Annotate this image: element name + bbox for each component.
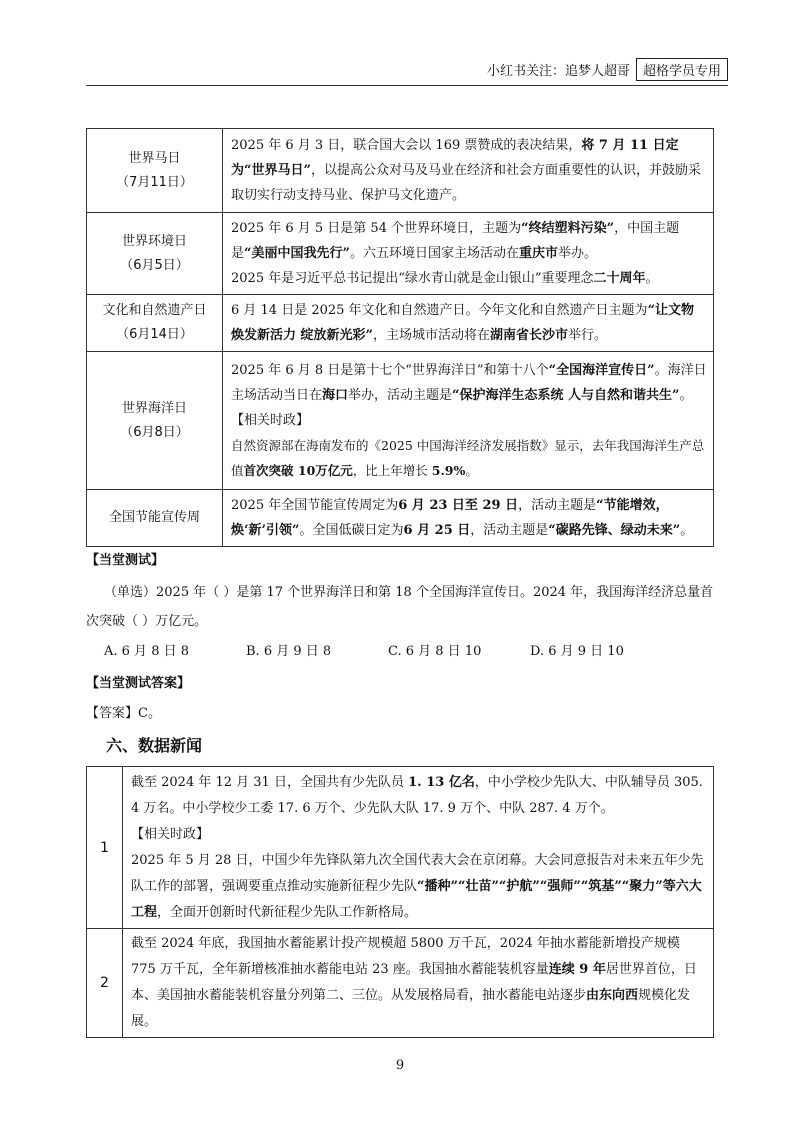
row-content: 2025 年 6 月 3 日，联合国大会以 169 票赞成的表决结果，将 7 月 11 日定为“世界马日”，以提高公众对马及马业在经济和社会方面重要性的认识，并鼓励采取切实行动支持马业、保护马文化遗产。 <box>223 129 714 213</box>
row-number: 2 <box>87 929 123 1038</box>
row-content: 2025 年全国节能宣传周定为6 月 23 日至 29 日，活动主题是“节能增效，焕‘新’引领”。全国低碳日定为6 月 25 日，活动主题是“碳路先锋、绿动未来”。 <box>223 490 714 547</box>
row-label <box>87 490 223 547</box>
observance-days-table <box>86 128 714 547</box>
row-label <box>87 213 223 295</box>
quiz-answer: 【答案】C。 <box>86 706 161 721</box>
related-tag: 【相关时政】 <box>131 826 210 842</box>
day-name: 全国节能宣传周 <box>108 510 200 525</box>
day-name: 文化和自然遗产日 <box>102 303 207 318</box>
quiz-option-b: B. 6 月 9 日 8 <box>246 644 332 659</box>
day-date: （6月14日） <box>116 327 193 342</box>
table-row <box>87 352 714 490</box>
page-header <box>487 58 728 81</box>
day-date: （6月5日） <box>120 257 189 273</box>
related-tag: 【相关时政】 <box>231 413 310 428</box>
row-label <box>87 129 223 213</box>
data-news-table <box>86 766 714 1038</box>
row-content: 截至 2024 年 12 月 31 日，全国共有少先队员 1. 13 亿名，中小学校少先队大、中队辅导员 305. 4 万名。中小学校少工委 17. 6 万个、少先队大队 17. 9 万个、中队 287. 4 万个。 【相关时政】 2025 年 5 月 28 日，中国少年先锋队第九次全国代表大会在京闭幕。大会同意报告对未来五年少先队工作的部署，强调要重点推动实施新征程少先队“播种”“壮苗”“护航”“强师”“筑基”“聚力”等六大工程，全面开创新时代新征程少先队工作新格局。 <box>123 767 714 929</box>
row-content: 6 月 14 日是 2025 年文化和自然遗产日。今年文化和自然遗产日主题为“让文物焕发新活力 绽放新光彩”，主场城市活动将在湖南省长沙市举行。 <box>223 295 714 352</box>
quiz-question: （单选）2025 年（ ）是第 17 个世界海洋日和第 18 个全国海洋宣传日。2024 年，我国海洋经济总量首次突破（ ）万亿元。 <box>86 585 714 629</box>
header-badge: 超格学员专用 <box>636 58 728 81</box>
row-label <box>87 352 223 490</box>
quiz-option-a: A. 6 月 8 日 8 <box>104 644 189 659</box>
quiz-title: 【当堂测试】 <box>86 553 165 568</box>
section-title: 六、数据新闻 <box>106 736 203 755</box>
quiz-options <box>104 640 744 664</box>
quiz-option-d: D. 6 月 9 日 10 <box>530 644 624 659</box>
table-row <box>87 767 714 929</box>
row-content: 截至 2024 年底，我国抽水蓄能累计投产规模超 5800 万千瓦，2024 年抽水蓄能新增投产规模 775 万千瓦，全年新增核准抽水蓄能电站 23 座。我国抽水蓄能装机容量连续 9 年居世界首位，日本、美国抽水蓄能装机容量分列第二、三位。从发展格局看，抽水蓄能电站逐步由东向西规模化发展。 <box>123 929 714 1038</box>
table-row <box>87 490 714 547</box>
day-date: （6月8日） <box>120 424 189 440</box>
header-rule <box>86 85 728 86</box>
quiz-answer-title: 【当堂测试答案】 <box>86 676 191 691</box>
quiz-option-c: C. 6 月 8 日 10 <box>388 644 482 659</box>
day-name: 世界马日 <box>128 150 181 166</box>
row-content: 2025 年 6 月 8 日是第十七个“世界海洋日”和第十八个“全国海洋宣传日”。海洋日主场活动当日在海口举办，活动主题是“保护海洋生态系统 人与自然和谐共生”。 【相关时政】 自然资源部在海南发布的《2025 中国海洋经济发展指数》显示，去年我国海洋生产总值首次突破 10万亿元，比上年增长 5.9%。 <box>223 352 714 490</box>
row-label <box>87 295 223 352</box>
day-name: 世界海洋日 <box>121 400 187 416</box>
table-row <box>87 213 714 295</box>
table-row <box>87 929 714 1038</box>
table-row <box>87 295 714 352</box>
table-row <box>87 129 714 213</box>
day-date: （7月11日） <box>116 174 193 190</box>
page-number: 9 <box>395 1058 405 1073</box>
header-prefix: 小红书关注：追梦人超哥 <box>486 64 630 79</box>
day-name: 世界环境日 <box>121 233 187 249</box>
row-content: 2025 年 6 月 5 日是第 54 个世界环境日，主题为“终结塑料污染”，中国主题是“美丽中国我先行”。六五环境日国家主场活动在重庆市举办。 2025 年是习近平总书记提出“绿水青山就是金山银山”重要理念二十周年。 <box>223 213 714 295</box>
row-number: 1 <box>87 767 123 929</box>
